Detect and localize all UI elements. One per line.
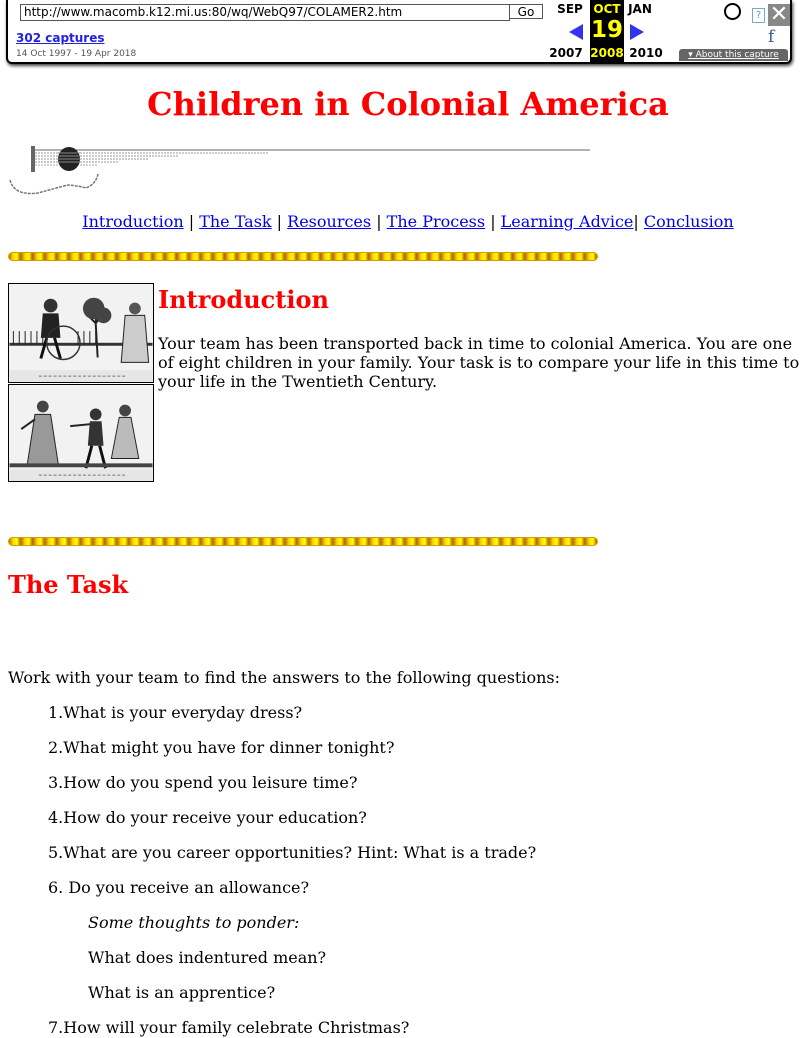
current-day: 19 xyxy=(590,17,623,43)
captures-link[interactable]: 302 captures xyxy=(16,31,105,45)
nav-separator: | xyxy=(183,212,200,231)
about-capture-button[interactable]: ▾ About this capture xyxy=(679,49,788,61)
guitar-divider-image xyxy=(8,144,592,200)
introduction-text: Your team has been transported back in time to colonial America. You are one of eight children in your family. Your task is to compare your life in this time to your life in the Twentieth Century. xyxy=(158,334,800,391)
nav-separator: | xyxy=(485,212,501,231)
close-icon[interactable]: ✕ xyxy=(769,2,789,27)
question-item: 1.What is your everyday dress? xyxy=(48,703,303,722)
nav-link-introduction[interactable]: Introduction xyxy=(82,212,184,231)
next-month-label[interactable]: JAN xyxy=(628,2,652,16)
help-icon[interactable]: ? xyxy=(752,8,765,23)
go-button[interactable]: Go xyxy=(509,4,543,19)
hoop-game-image xyxy=(8,283,154,383)
nav-separator: | xyxy=(371,212,387,231)
loading-circle-icon xyxy=(724,3,741,20)
url-input[interactable] xyxy=(20,4,510,21)
gold-chain-divider xyxy=(8,537,598,546)
nav-link-learning-advice[interactable]: Learning Advice xyxy=(500,212,634,231)
ponder-item: What does indentured mean? xyxy=(88,948,327,967)
colonial-children-illustration xyxy=(8,283,155,482)
question-item: 3.How do you spend you leisure time? xyxy=(48,773,358,792)
section-heading-the-task: The Task xyxy=(8,570,129,599)
next-year-label[interactable]: 2010 xyxy=(629,46,663,60)
blindmans-buff-image xyxy=(8,384,154,482)
current-month: OCT xyxy=(593,2,621,16)
nav-link-resources[interactable]: Resources xyxy=(287,212,372,231)
section-heading-introduction: Introduction xyxy=(158,285,329,314)
ponder-label: Some thoughts to ponder: xyxy=(88,913,300,932)
task-lead-text: Work with your team to find the answers to the following questions: xyxy=(8,668,560,687)
next-capture-arrow-icon[interactable] xyxy=(630,24,644,40)
nav-link-the-process[interactable]: The Process xyxy=(386,212,486,231)
question-item: 5.What are you career opportunities? Hint: What is a trade? xyxy=(48,843,537,862)
ponder-item: What is an apprentice? xyxy=(88,983,276,1002)
nav-link-the-task[interactable]: The Task xyxy=(199,212,272,231)
capture-date-range: 14 Oct 1997 - 19 Apr 2018 xyxy=(16,49,137,59)
wayback-toolbar xyxy=(6,0,792,64)
question-item: 6. Do you receive an allowance? xyxy=(48,878,310,897)
question-item: 4.How do your receive your education? xyxy=(48,808,367,827)
page-title: Children in Colonial America xyxy=(147,85,669,123)
current-capture-date xyxy=(590,0,624,62)
nav-link-conclusion[interactable]: Conclusion xyxy=(643,212,734,231)
question-item: 7.How will your family celebrate Christmas? xyxy=(48,1018,410,1037)
prev-capture-arrow-icon[interactable] xyxy=(569,24,583,40)
question-item: 2.What might you have for dinner tonight? xyxy=(48,738,395,757)
nav-separator: | xyxy=(271,212,288,231)
prev-month-label[interactable]: SEP xyxy=(557,2,583,16)
nav-separator: | xyxy=(633,212,644,231)
facebook-icon[interactable]: f xyxy=(768,27,775,47)
section-nav xyxy=(0,212,800,232)
gold-chain-divider xyxy=(8,252,598,261)
current-year: 2008 xyxy=(590,46,624,60)
prev-year-label[interactable]: 2007 xyxy=(549,46,583,60)
